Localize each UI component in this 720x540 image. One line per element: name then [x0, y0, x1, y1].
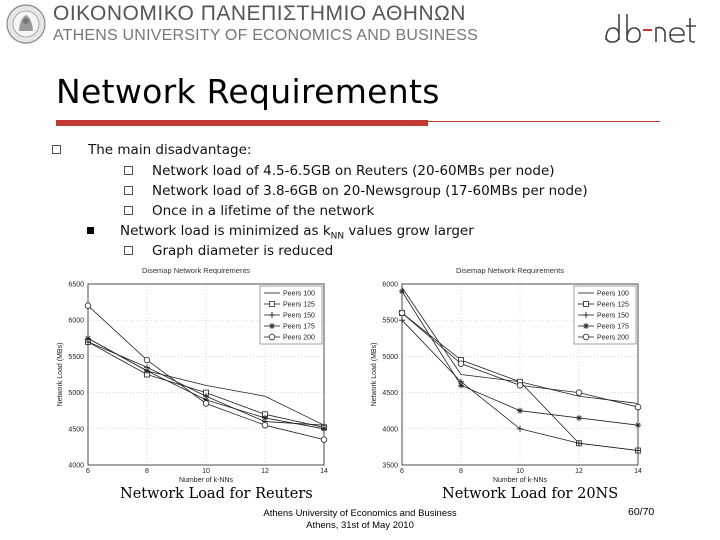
- chart1-xtick-label: 10: [516, 468, 524, 475]
- chart0-legend-label: Peers 100: [283, 290, 315, 298]
- chart0-xtick-label: 10: [202, 468, 210, 475]
- chart0-xtick-label: 14: [320, 468, 328, 475]
- chart-reuters: [50, 266, 340, 492]
- bullet-main: The main disadvantage:: [88, 142, 252, 158]
- chart-reuters-svg: [50, 266, 340, 492]
- chart1-series-point: [399, 288, 405, 294]
- chart-20ns-svg: [364, 266, 654, 492]
- footer: [230, 508, 490, 532]
- university-name-english: ATHENS UNIVERSITY OF ECONOMICS AND BUSINESS: [53, 27, 478, 44]
- chart0-series-point: [85, 335, 91, 341]
- chart0-series-point: [262, 415, 268, 421]
- chart0-xlabel: Number of k-NNs: [178, 477, 234, 484]
- chart1-legend-label: Peers 175: [597, 323, 629, 331]
- bullet-square-icon: [124, 206, 133, 215]
- chart0-legend-marker: [270, 302, 275, 307]
- chart1-legend-marker: [583, 323, 589, 329]
- chart0-legend-marker: [269, 334, 275, 340]
- chart1-xtick-label: 6: [400, 468, 404, 475]
- chart0-title: Disemap Network Requirements: [142, 266, 250, 275]
- chart1-series-point: [517, 408, 523, 414]
- university-name-greek: ΟΙΚΟΝΟΜΙΚΟ ΠΑΝΕΠΙΣΤΗΜΙΟ ΑΘΗΝΩΝ: [53, 2, 466, 25]
- bullet-sub-20newsgroup: Network load of 3.8-6GB on 20-Newsgroup (17-60MBs per node): [152, 183, 588, 199]
- chart0-ytick-label: 5500: [68, 353, 84, 361]
- chart1-ytick-label: 5500: [382, 317, 398, 325]
- title-underline-thin: [428, 121, 660, 122]
- db-net-logo: [600, 6, 710, 46]
- bullet-square-icon: [124, 166, 133, 175]
- chart1-legend-label: Peers 150: [597, 312, 629, 320]
- chart-20ns-caption: Network Load for 20NS: [442, 486, 619, 502]
- chart1-series-point: [399, 310, 405, 316]
- chart0-legend-label: Peers 175: [283, 323, 315, 331]
- chart0-xtick-label: 8: [145, 468, 149, 475]
- chart0-xtick-label: 12: [261, 468, 269, 475]
- chart1-legend-marker: [584, 302, 589, 307]
- chart0-ylabel: Network Load (MBs): [57, 342, 64, 407]
- title-underline-thick: [56, 120, 428, 126]
- chart1-ytick-label: 5000: [382, 353, 398, 361]
- footer-line2: Athens, 31st of May 2010: [306, 520, 414, 531]
- chart0-series-point: [321, 426, 327, 432]
- chart1-xtick-label: 8: [459, 468, 463, 475]
- chart-reuters-caption: Network Load for Reuters: [120, 486, 313, 502]
- chart1-legend-label: Peers 100: [597, 290, 629, 298]
- bullet-point-knn-sub: NN: [330, 231, 345, 242]
- bullet-point-knn-post: values grow larger: [344, 223, 474, 239]
- chart1-legend-marker: [583, 334, 589, 340]
- bullet-square-icon: [124, 186, 133, 195]
- bullet-filled-icon: [87, 227, 94, 234]
- chart0-ytick-label: 6500: [68, 281, 84, 289]
- chart1-ytick-label: 3500: [382, 462, 398, 470]
- chart0-ytick-label: 4000: [68, 462, 84, 470]
- chart1-ytick-label: 6000: [382, 281, 398, 289]
- chart1-ytick-label: 4000: [382, 426, 398, 434]
- chart0-series-point: [321, 437, 327, 443]
- chart1-xtick-label: 14: [634, 468, 642, 475]
- bullet-square-icon: [124, 246, 133, 255]
- chart1-series-point: [635, 422, 641, 428]
- chart0-series-point: [262, 422, 268, 428]
- bullet-point-knn: [120, 223, 474, 242]
- chart1-series-point: [576, 415, 582, 421]
- chart0-series-0: [88, 338, 324, 425]
- chart0-legend-label: Peers 150: [283, 312, 315, 320]
- chart1-xlabel: Number of k-NNs: [492, 477, 548, 484]
- chart1-series-point: [517, 383, 523, 389]
- chart0-series-point: [203, 401, 209, 407]
- chart0-legend-label: Peers 125: [283, 301, 315, 309]
- chart1-series-point: [458, 361, 464, 367]
- chart1-series-point: [458, 382, 464, 388]
- footer-line1: Athens University of Economics and Business: [263, 508, 457, 519]
- chart1-ytick-label: 4500: [382, 390, 398, 398]
- chart0-xtick-label: 6: [86, 468, 90, 475]
- chart1-ylabel: Network Load (MBs): [371, 342, 378, 407]
- chart0-series-point: [85, 303, 91, 309]
- university-seal-icon: [6, 4, 46, 44]
- chart0-series-line: [88, 342, 324, 427]
- chart1-legend-label: Peers 200: [597, 334, 629, 342]
- slide-title: Network Requirements: [56, 72, 440, 111]
- chart1-series-point: [576, 390, 582, 396]
- chart0-legend-marker: [269, 323, 275, 329]
- chart0-ytick-label: 5000: [68, 390, 84, 398]
- bullet-sub-lifetime: Once in a lifetime of the network: [152, 203, 375, 219]
- page-number: 60/70: [628, 506, 655, 518]
- bullet-sub-diameter: Graph diameter is reduced: [152, 243, 334, 259]
- chart0-ytick-label: 6000: [68, 317, 84, 325]
- chart-20ns: [364, 266, 654, 492]
- chart1-title: Disemap Network Requirements: [456, 266, 564, 275]
- chart0-ytick-label: 4500: [68, 426, 84, 434]
- chart0-series-point: [144, 368, 150, 374]
- bullet-point-knn-pre: Network load is minimized as k: [120, 223, 331, 239]
- bullet-square-icon: [52, 145, 61, 154]
- chart0-series-point: [144, 357, 150, 363]
- bullet-sub-reuters: Network load of 4.5-6.5GB on Reuters (20-60MBs per node): [152, 163, 555, 179]
- chart1-series-point: [635, 404, 641, 410]
- chart1-xtick-label: 12: [575, 468, 583, 475]
- chart0-series-line: [88, 338, 324, 425]
- chart0-legend-label: Peers 200: [283, 334, 315, 342]
- chart1-legend-label: Peers 125: [597, 301, 629, 309]
